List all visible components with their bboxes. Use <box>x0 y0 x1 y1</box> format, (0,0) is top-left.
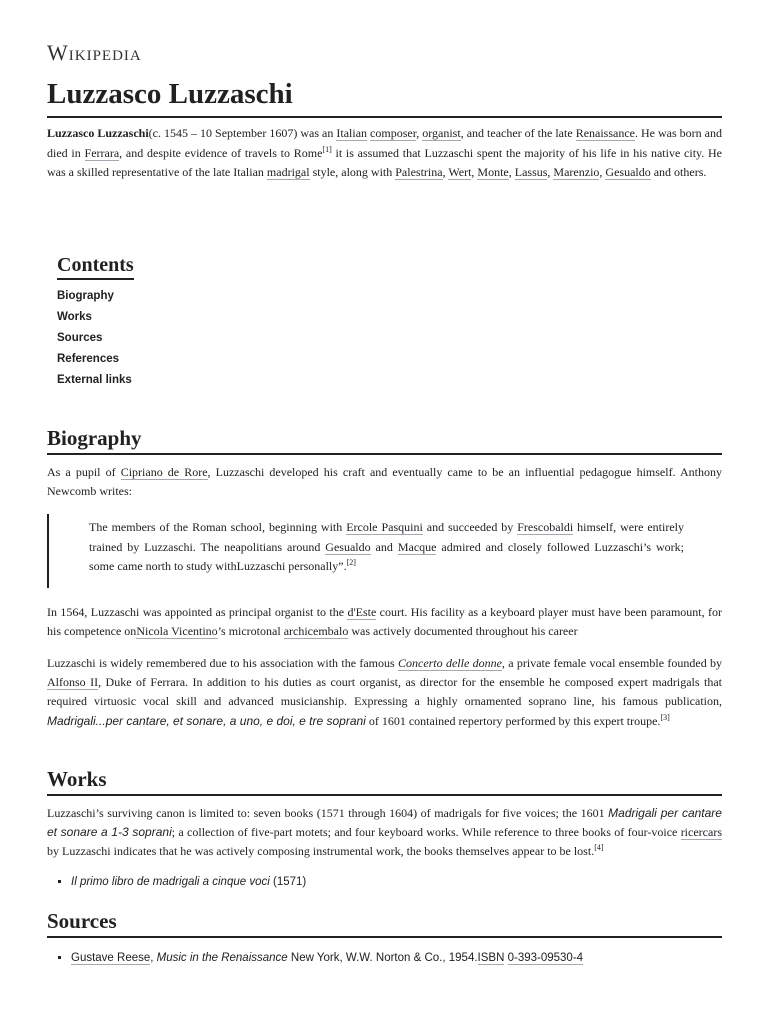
subject-name: Luzzasco Luzzaschi <box>47 126 149 140</box>
text: Luzzaschi’s surviving canon is limited to: seven books (1571 through 1604) of madrigals for five voices; the 1601 <box>47 806 609 820</box>
text: himself, were entirely trained by Luzzaschi. The neapolitians around <box>89 520 684 554</box>
text: , <box>442 165 449 179</box>
toc-item-external-links[interactable]: External links <box>57 374 132 386</box>
link-lassus[interactable]: Lassus <box>514 165 548 179</box>
text: by Luzzaschi indicates that he was actively composing instrumental work, the books themselves appear to be lost. <box>47 844 595 859</box>
link-monte[interactable]: Monte <box>477 165 509 179</box>
text: style, along with <box>309 165 396 179</box>
link-ricercars[interactable]: ricercars <box>680 825 722 840</box>
text: admired and closely followed Luzzaschi’s work; some came north to study withLuzzaschi personally”. <box>89 539 685 573</box>
link-renaissance[interactable]: Renaissance <box>575 126 635 140</box>
work-title: Il primo libro de madrigali a cinque voci <box>71 876 270 888</box>
link-gesualdo[interactable]: Gesualdo <box>605 165 651 179</box>
work-year: (1571) <box>269 876 307 888</box>
reference-1[interactable]: [1] <box>322 144 332 154</box>
text: was actively documented throughout his career <box>348 624 578 639</box>
heading-sources: Sources <box>47 909 722 938</box>
link-organist[interactable]: organist <box>422 126 461 140</box>
toc-item-biography[interactable]: Biography <box>57 290 114 302</box>
biography-paragraph-1 <box>47 463 722 501</box>
wikipedia-wordmark[interactable]: Wikipedia <box>47 40 142 65</box>
sources-list <box>57 949 722 967</box>
link-concerto-delle-donne[interactable]: Concerto delle donne <box>397 656 502 670</box>
biography-paragraph-2 <box>47 603 722 641</box>
text: ’s microtonal <box>217 624 284 639</box>
text: , Luzzaschi developed his craft and eventually came to be an influential pedagogue himself. Anthony Newcomb writes: <box>47 465 723 499</box>
link-wert[interactable]: Wert <box>448 165 472 179</box>
intro-paragraph <box>47 124 722 183</box>
biography-paragraph-3 <box>47 654 722 731</box>
link-ferrara[interactable]: Ferrara <box>84 145 120 160</box>
source-title: Music in the Renaissance <box>156 952 288 964</box>
text: and <box>370 539 398 554</box>
link-macque[interactable]: Macque <box>397 539 437 554</box>
text: , <box>599 165 606 179</box>
link-alfonso-ii[interactable]: Alfonso II <box>47 675 99 690</box>
link-gesualdo-quote[interactable]: Gesualdo <box>325 539 371 554</box>
link-gustave-reese[interactable]: Gustave Reese <box>71 952 151 964</box>
works-list <box>57 873 722 891</box>
text: it is assumed that Luzzaschi spent the majority of his life in his native city. He was a skilled representative of the late Italian <box>47 145 722 179</box>
link-nicola-vicentino[interactable]: Nicola Vicentino <box>136 624 218 639</box>
text: , <box>508 165 515 179</box>
text: As a pupil of <box>47 465 121 479</box>
link-isbn-number[interactable]: 0-393-09530-4 <box>507 952 584 964</box>
link-isbn[interactable]: ISBN <box>477 952 505 964</box>
publication-title: Madrigali...per cantare, et sonare, a uno, e doi, e tre soprani <box>47 713 366 728</box>
link-italian[interactable]: Italian <box>336 126 368 140</box>
table-of-contents <box>57 254 257 391</box>
text: , <box>547 165 554 179</box>
toc-list <box>57 286 257 391</box>
text: , and despite evidence of travels to Rome <box>119 145 323 160</box>
link-archicembalo[interactable]: archicembalo <box>283 624 349 639</box>
link-cipriano-de-rore[interactable]: Cipriano de Rore <box>120 465 208 479</box>
newcomb-quote <box>47 514 722 588</box>
page-title: Luzzasco Luzzaschi <box>47 78 722 118</box>
reference-4[interactable]: [4] <box>594 843 604 853</box>
text: New York, W.W. Norton & Co., 1954. <box>287 952 478 964</box>
text: . He was born and died in <box>47 126 723 160</box>
text: , Duke of Ferrara. In addition to his duties as court organist, as director for the ensemble he composed expert madrigals that required virtuosic vocal skill and advanced musicianship. Expressing a highly ornamented soprano line, his famous publication, <box>47 675 722 709</box>
text: , <box>471 165 478 179</box>
text: The members of the Roman school, beginning with <box>89 520 347 534</box>
text: of 1601 contained repertory performed by this expert troupe. <box>365 713 661 728</box>
text: , a private female vocal ensemble founded by <box>501 656 722 670</box>
text: , and teacher of the late <box>460 126 576 140</box>
link-ercole-pasquini[interactable]: Ercole Pasquini <box>346 520 423 534</box>
heading-works: Works <box>47 767 722 796</box>
list-item <box>71 873 722 891</box>
link-este[interactable]: d'Este <box>347 605 377 619</box>
text: court. His facility as a keyboard player must have been paramount, for his competence on <box>47 605 722 639</box>
text: , <box>416 126 423 140</box>
link-marenzio[interactable]: Marenzio <box>553 165 600 179</box>
toc-title: Contents <box>57 254 134 280</box>
reference-2[interactable]: [2] <box>346 558 356 567</box>
text: ; a collection of five-part motets; and four keyboard works. While reference to three books of four-voice <box>171 825 681 840</box>
text: In 1564, Luzzaschi was appointed as principal organist to the <box>47 605 348 619</box>
toc-item-works[interactable]: Works <box>57 311 92 323</box>
link-composer[interactable]: composer <box>370 126 417 140</box>
link-palestrina[interactable]: Palestrina <box>395 165 443 179</box>
quote-text <box>89 518 684 577</box>
text: Luzzaschi is widely remembered due to his association with the famous <box>47 656 398 670</box>
heading-biography: Biography <box>47 426 722 455</box>
publication-title: Madrigali per cantare et sonare a 1-3 soprani <box>47 806 722 840</box>
reference-3[interactable]: [3] <box>660 712 670 722</box>
text: (c. 1545 – 10 September 1607) was an <box>148 126 337 140</box>
toc-item-sources[interactable]: Sources <box>57 332 103 344</box>
works-paragraph <box>47 804 722 862</box>
text: and succeeded by <box>422 520 518 534</box>
text: and others. <box>650 165 707 179</box>
toc-item-references[interactable]: References <box>57 353 120 365</box>
list-item <box>71 949 722 967</box>
text: , <box>150 952 157 964</box>
link-madrigal[interactable]: madrigal <box>266 165 310 179</box>
link-frescobaldi[interactable]: Frescobaldi <box>517 520 574 534</box>
